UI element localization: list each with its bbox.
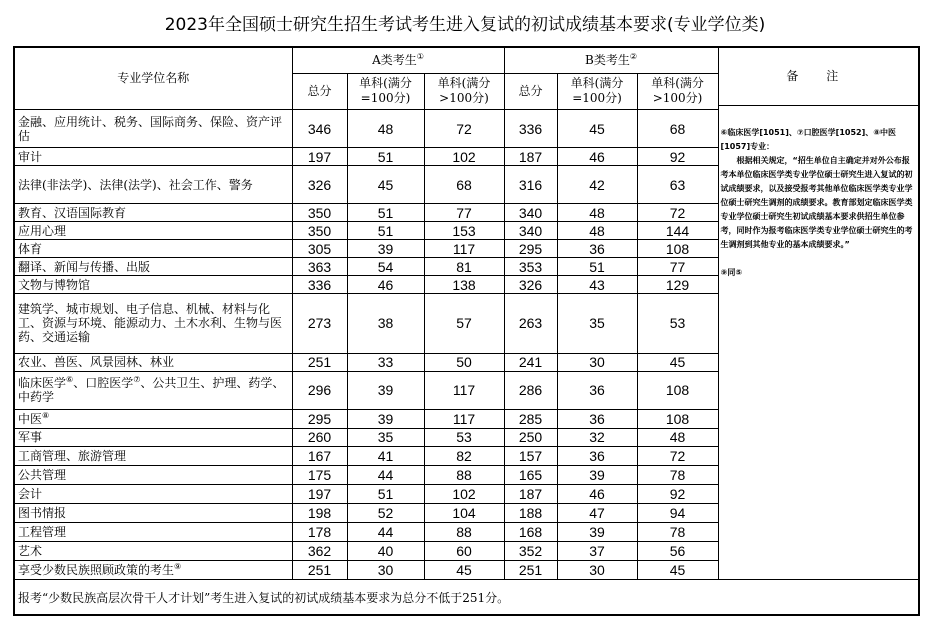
degree-name-cell [14,484,292,503]
a-single-100-cell: 45 [347,166,424,204]
degree-name: 中医 [18,411,43,426]
a-total-score-cell: 251 [292,561,347,580]
b-single-100-cell: 48 [557,204,637,222]
b-total-score-cell: 241 [504,353,557,371]
a-total-score-cell: 273 [292,294,347,353]
footer-row [14,580,919,615]
a-single-100-cell: 44 [347,465,424,484]
degree-name-cell [14,428,292,446]
notes-column [718,47,919,580]
degree-name: 军事 [18,430,43,445]
degree-name-cell [14,542,292,561]
b-single-100-cell: 36 [557,371,637,409]
group-a-footnote-mark: ① [416,51,424,61]
b-single-100-cell: 46 [557,484,637,503]
degree-name-cell [14,166,292,204]
column-header-a-total: 总分 [292,73,347,109]
group-b-label: B类考生 [585,52,630,67]
degree-name-cell [14,446,292,465]
degree-name: 图书情报 [18,506,67,521]
b-total-score-cell: 263 [504,294,557,353]
b-single-gt100-cell: 108 [637,371,718,409]
a-single-100-cell: 51 [347,222,424,240]
a-single-gt100-cell: 88 [424,465,504,484]
b-single-100-cell: 30 [557,353,637,371]
degree-name-part: 临床医学 [18,376,67,391]
b-total-score-cell: 251 [504,561,557,580]
a-single-gt100-cell: 153 [424,222,504,240]
b-single-100-cell: 51 [557,258,637,276]
b-single-gt100-cell: 77 [637,258,718,276]
a-single-gt100-cell: 117 [424,371,504,409]
a-single-gt100-cell: 117 [424,409,504,428]
a-total-score-cell: 363 [292,258,347,276]
b-single-100-cell: 39 [557,465,637,484]
a-total-score-cell: 197 [292,484,347,503]
b-single-gt100-cell: 72 [637,446,718,465]
a-total-score-cell: 167 [292,446,347,465]
b-single-gt100-cell: 129 [637,276,718,294]
b-total-score-cell: 250 [504,428,557,446]
a-total-score-cell: 178 [292,523,347,542]
a-single-gt100-cell: 102 [424,484,504,503]
b-single-gt100-cell: 92 [637,484,718,503]
b-single-gt100-cell: 53 [637,294,718,353]
a-total-score-cell: 350 [292,222,347,240]
b-total-score-cell: 295 [504,240,557,258]
a-single-100-cell: 35 [347,428,424,446]
column-header-name: 专业学位名称 [14,47,292,110]
degree-name-cell [14,294,292,353]
degree-name: 法律(非法学)、法律(法学)、社会工作、警务 [18,177,253,192]
degree-name-cell [14,110,292,148]
a-single-gt100-cell: 82 [424,446,504,465]
b-total-score-cell: 336 [504,110,557,148]
footnote-mark: ⑨ [174,562,182,572]
degree-name-cell [14,561,292,580]
degree-name: 应用心理 [18,223,67,238]
b-single-100-cell: 30 [557,561,637,580]
a-total-score-cell: 336 [292,276,347,294]
a-single-gt100-cell: 53 [424,428,504,446]
group-a-label: A类考生 [372,52,417,67]
footnote-mark: ⑦ [133,375,141,385]
a-single-100-cell: 41 [347,446,424,465]
b-single-100-cell: 36 [557,446,637,465]
group-b-footnote-mark: ② [629,51,638,61]
footnote-mark: ⑧ [42,410,50,420]
a-single-gt100-cell: 138 [424,276,504,294]
degree-name: 农业、兽医、风景园林、林业 [18,355,175,370]
a-single-100-cell: 51 [347,484,424,503]
a-single-100-cell: 30 [347,561,424,580]
degree-name: 工程管理 [18,525,67,540]
degree-name: 教育、汉语国际教育 [18,205,127,220]
a-total-score-cell: 251 [292,353,347,371]
a-single-100-cell: 51 [347,148,424,166]
degree-name: 翻译、新闻与传播、出版 [18,259,151,274]
degree-name-cell [14,371,292,409]
b-single-100-cell: 46 [557,148,637,166]
page-title: 2023年全国硕士研究生招生考试考生进入复试的初试成绩基本要求(专业学位类) [164,15,766,35]
degree-name-cell [14,204,292,222]
a-single-gt100-cell: 45 [424,561,504,580]
b-single-100-cell: 39 [557,523,637,542]
a-single-100-cell: 44 [347,523,424,542]
a-single-100-cell: 51 [347,204,424,222]
degree-name: 艺术 [18,544,43,559]
a-single-gt100-cell: 68 [424,166,504,204]
notes-line-reference: ⑨同⑤ [720,268,743,277]
b-total-score-cell: 188 [504,504,557,523]
a-single-100-cell: 40 [347,542,424,561]
a-single-100-cell: 39 [347,371,424,409]
degree-name-cell [14,353,292,371]
degree-name: 文物与博物馆 [18,277,91,292]
a-total-score-cell: 296 [292,371,347,409]
notes-body [719,106,919,280]
a-single-100-cell: 46 [347,276,424,294]
a-total-score-cell: 295 [292,409,347,428]
b-total-score-cell: 286 [504,371,557,409]
footer-note: 报考“少数民族高层次骨干人才计划”考生进入复试的初试成绩基本要求为总分不低于251分。 [14,580,919,615]
degree-name-cell [14,276,292,294]
degree-name: 享受少数民族照顾政策的考生 [18,563,175,578]
a-total-score-cell: 198 [292,504,347,523]
a-single-gt100-cell: 77 [424,204,504,222]
column-header-group-a [292,47,504,73]
b-single-gt100-cell: 45 [637,353,718,371]
b-total-score-cell: 326 [504,276,557,294]
column-header-b-single-gt100: 单科(满分>100分) [637,73,718,109]
degree-name-cell [14,148,292,166]
b-total-score-cell: 187 [504,148,557,166]
b-single-gt100-cell: 108 [637,240,718,258]
degree-name-cell [14,222,292,240]
degree-name-part: 、口腔医学 [73,376,134,391]
a-single-gt100-cell: 50 [424,353,504,371]
b-single-100-cell: 32 [557,428,637,446]
b-total-score-cell: 340 [504,222,557,240]
degree-name-cell [14,258,292,276]
a-total-score-cell: 175 [292,465,347,484]
footnote-mark: ⑥ [66,375,74,385]
b-single-100-cell: 35 [557,294,637,353]
b-single-gt100-cell: 92 [637,148,718,166]
b-single-gt100-cell: 56 [637,542,718,561]
b-single-100-cell: 36 [557,409,637,428]
column-header-a-single-gt100: 单科(满分>100分) [424,73,504,109]
column-header-a-single-100: 单科(满分=100分) [347,73,424,109]
notes-header: 备 注 [719,48,919,106]
degree-name-cell [14,523,292,542]
degree-name: 体育 [18,241,43,256]
b-total-score-cell: 340 [504,204,557,222]
b-total-score-cell: 285 [504,409,557,428]
b-single-100-cell: 48 [557,222,637,240]
b-single-gt100-cell: 48 [637,428,718,446]
a-single-gt100-cell: 57 [424,294,504,353]
b-total-score-cell: 187 [504,484,557,503]
degree-name-cell [14,409,292,428]
b-single-gt100-cell: 78 [637,523,718,542]
b-single-gt100-cell: 45 [637,561,718,580]
a-total-score-cell: 305 [292,240,347,258]
b-total-score-cell: 353 [504,258,557,276]
a-single-100-cell: 54 [347,258,424,276]
a-single-gt100-cell: 102 [424,148,504,166]
a-total-score-cell: 350 [292,204,347,222]
a-total-score-cell: 197 [292,148,347,166]
b-single-gt100-cell: 68 [637,110,718,148]
degree-name-cell [14,240,292,258]
a-single-100-cell: 48 [347,110,424,148]
degree-name: 金融、应用统计、税务、国际商务、保险、资产评估 [18,114,283,143]
header-row-groups [14,47,919,73]
a-total-score-cell: 346 [292,110,347,148]
a-single-gt100-cell: 88 [424,523,504,542]
degree-name-part: 、公共卫生、护理、药学、中药学 [18,376,285,405]
b-single-100-cell: 42 [557,166,637,204]
a-single-100-cell: 38 [347,294,424,353]
degree-name: 审计 [18,149,43,164]
a-single-100-cell: 39 [347,409,424,428]
b-single-gt100-cell: 144 [637,222,718,240]
column-header-b-single-100: 单科(满分=100分) [557,73,637,109]
b-single-gt100-cell: 72 [637,204,718,222]
degree-name-cell [14,504,292,523]
b-total-score-cell: 168 [504,523,557,542]
a-single-gt100-cell: 72 [424,110,504,148]
degree-name: 公共管理 [18,467,67,482]
a-single-gt100-cell: 60 [424,542,504,561]
notes-line-regulation: 根据相关规定，“招生单位自主确定并对外公布报考本单位临床医学类专业学位硕士研究生进入复试的初试成绩要求，以及接受报考其他单位临床医学类专业学位硕士研究生调剂的成绩要求。教育部划定临床医学类专业学位硕士研究生初试成绩基本要求供招生单位参考，同时作为报考临床医学类专业学位硕士研究生的考生调剂到其他专业的基本成绩要求。” [720,156,913,249]
a-single-100-cell: 52 [347,504,424,523]
a-single-gt100-cell: 104 [424,504,504,523]
b-single-100-cell: 45 [557,110,637,148]
b-total-score-cell: 165 [504,465,557,484]
degree-name: 建筑学、城市规划、电子信息、机械、材料与化工、资源与环境、能源动力、土木水利、生物与医药、交通运输 [18,302,283,345]
b-total-score-cell: 157 [504,446,557,465]
b-total-score-cell: 352 [504,542,557,561]
a-total-score-cell: 362 [292,542,347,561]
a-total-score-cell: 260 [292,428,347,446]
b-single-gt100-cell: 63 [637,166,718,204]
b-single-gt100-cell: 108 [637,409,718,428]
degree-name: 会计 [18,486,43,501]
b-single-gt100-cell: 94 [637,504,718,523]
b-single-gt100-cell: 78 [637,465,718,484]
b-single-100-cell: 43 [557,276,637,294]
b-single-100-cell: 47 [557,504,637,523]
score-requirements-table [13,46,920,616]
degree-name-cell [14,465,292,484]
a-single-100-cell: 33 [347,353,424,371]
a-single-100-cell: 39 [347,240,424,258]
b-single-100-cell: 37 [557,542,637,561]
b-total-score-cell: 316 [504,166,557,204]
a-total-score-cell: 326 [292,166,347,204]
column-header-group-b [504,47,718,73]
a-single-gt100-cell: 117 [424,240,504,258]
notes-line-specialties: ⑥临床医学[1051]、⑦口腔医学[1052]、⑧中医[1057]专业： [720,128,897,151]
b-single-100-cell: 36 [557,240,637,258]
degree-name: 工商管理、旅游管理 [18,448,127,463]
a-single-gt100-cell: 81 [424,258,504,276]
column-header-b-total: 总分 [504,73,557,109]
